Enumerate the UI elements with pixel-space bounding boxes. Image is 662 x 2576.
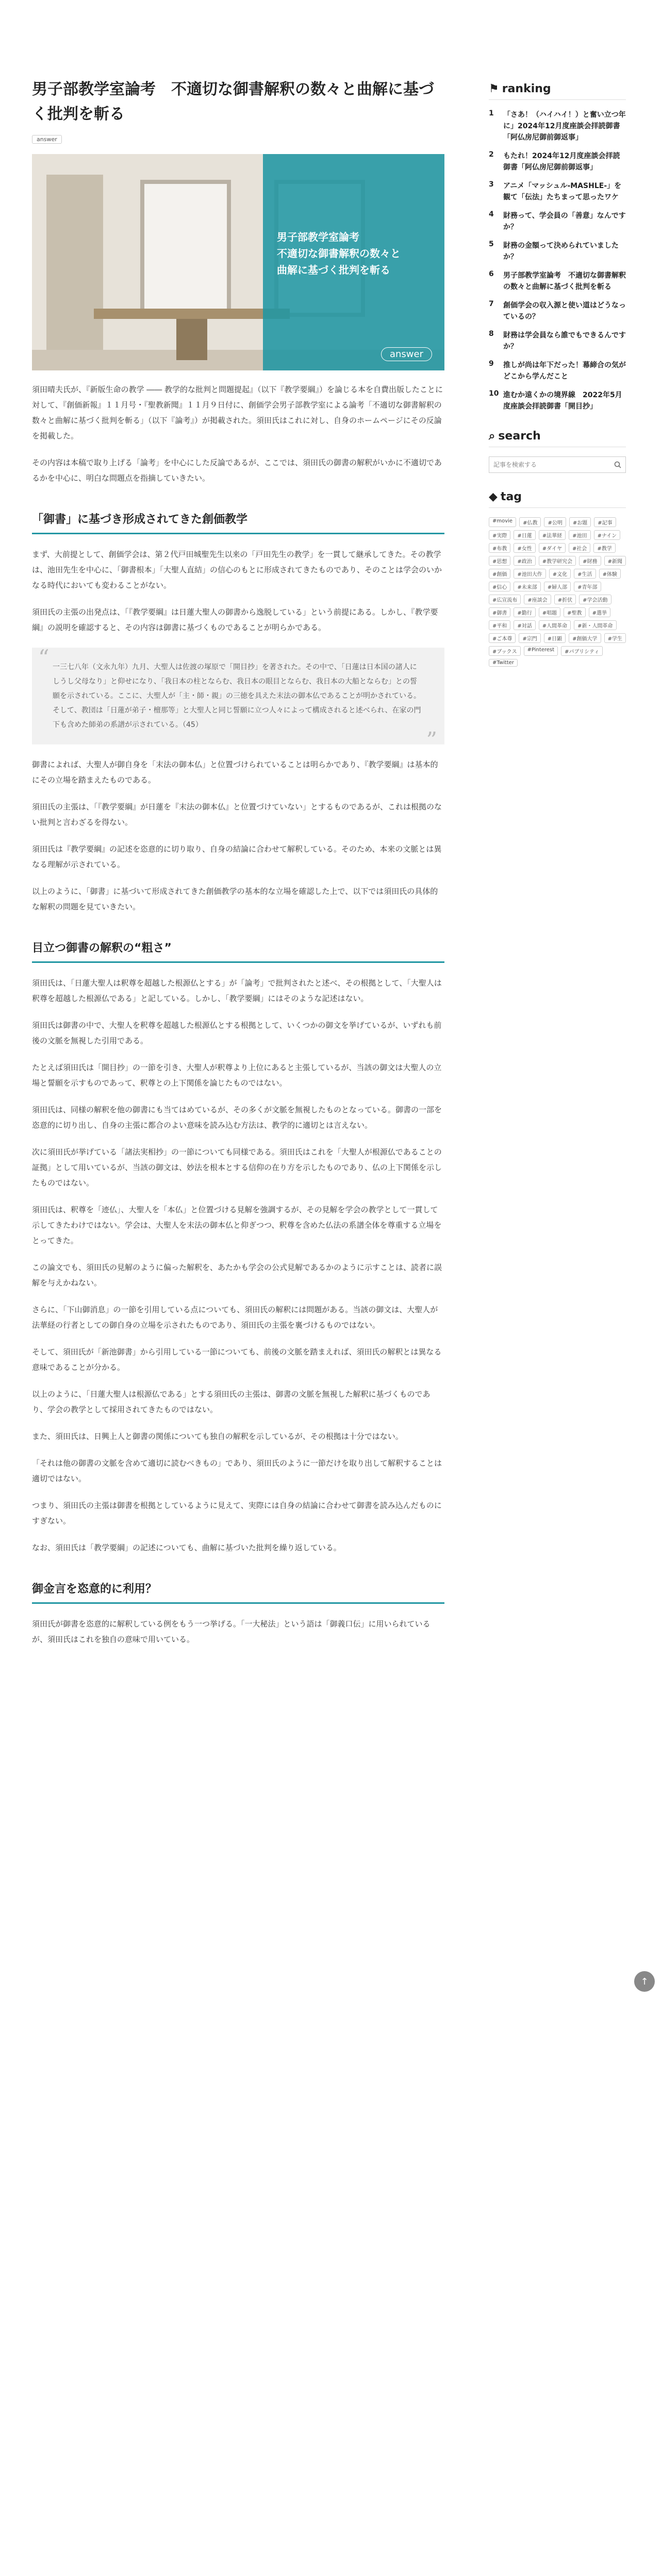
tag-link[interactable]: #文化 <box>549 569 571 579</box>
intro-paragraph: その内容は本稿で取り上げる「論考」を中心にした反論であるが、ここでは、須田氏の御書の解釈がいかに不適切であるかを中心に、明白な問題点を指摘していきたい。 <box>32 458 442 483</box>
ranking-link[interactable]: 創価学会の収入源と使い道はどうなっているの？ <box>503 301 626 321</box>
section-paragraph: 須田氏の主張は、「『教学要綱』が日蓮を『末法の御本仏』と位置づけていない」とするものであるが、これは根拠のない批判と言わざるを得ない。 <box>32 802 442 827</box>
tag-link[interactable]: #記事 <box>594 517 616 527</box>
tag-link[interactable]: #信心 <box>489 582 510 591</box>
tag-link[interactable]: #ナイン <box>594 530 621 540</box>
intro-paragraph: 須田晴夫氏が、『新版生命の教学 ―― 教学的な批判と問題提起』（以下『教学要綱』）を論じる本を自費出版したことに対して、『創価新報』１１月号・『聖教新聞』１１月９日付に、創価学会男子部教学室による論考「不適切な御書解釈の数々と曲解に基づく批判を斬る」（以下『論考』）が掲載された。須田氏はこれに対し、自身のホームページにその反論を掲載した。 <box>32 385 443 440</box>
tag-link[interactable]: #法華経 <box>539 530 566 540</box>
ranking-item[interactable] <box>489 109 626 143</box>
ranking-number: 1 <box>489 109 494 117</box>
tag-link[interactable]: #創価大学 <box>569 633 601 643</box>
tag-link[interactable]: #平和 <box>489 620 510 630</box>
tag-link[interactable]: #対話 <box>514 620 535 630</box>
tag-link[interactable]: #座談会 <box>524 595 551 604</box>
section-paragraph: 須田氏は『教学要綱』の記述を恣意的に切り取り、自身の結論に合わせて解釈している。そのため、本来の文脈とは異なる理解が示されている。 <box>32 844 442 869</box>
section-paragraph: 次に須田氏が挙げている「諸法実相抄」の一節についても同様である。須田氏はこれを「大聖人が根源仏であることの証拠」として用いているが、当該の御文は、妙法を根本とする信仰の在り方を示したものであり、仏の上下関係を示したものではない。 <box>32 1147 442 1188</box>
section-paragraph: 須田氏の主張の出発点は、「『教学要綱』は日蓮大聖人の御書から逸脱している」という前提にある。しかし、『教学要綱』の説明を確認すると、その内容は御書に基づくものであることが明らかである。 <box>32 607 438 632</box>
ranking-link[interactable]: 推しが尚は年下だった！幕締合の気がどこから学んだこと <box>503 361 626 381</box>
tag-link[interactable]: #婦人部 <box>544 582 571 591</box>
tag-link[interactable]: #御書 <box>489 607 510 617</box>
ranking-number: 7 <box>489 300 494 308</box>
ranking-link[interactable]: 財務の金額って決められていましたか？ <box>503 242 619 261</box>
section-paragraph: たとえば須田氏は「開目抄」の一節を引き、大聖人が釈尊より上位にあると主張しているが、当該の御文は大聖人の立場と誓願を示すものであって、釈尊との上下関係を論じたものではない。 <box>32 1063 442 1088</box>
section-paragraph: 須田氏は、釈尊を「迹仏」、大聖人を「本仏」と位置づける見解を強調するが、その見解を学会の教学として一貫して示してきたわけではない。学会は、大聖人を末法の御本仏と仰ぎつつ、釈尊を含めた仏法の系譜全体を尊重する立場をとってきた。 <box>32 1205 442 1245</box>
tag-link[interactable]: #生活 <box>574 569 595 579</box>
ranking-item[interactable] <box>489 330 626 352</box>
tag-link[interactable]: #社会 <box>569 543 590 553</box>
ranking-item[interactable] <box>489 300 626 323</box>
ranking-item[interactable] <box>489 360 626 382</box>
ranking-list <box>489 109 626 412</box>
scroll-top-button[interactable] <box>634 1971 655 1992</box>
ranking-item[interactable] <box>489 270 626 293</box>
tag-link[interactable]: #新聞 <box>604 556 626 566</box>
article-main <box>32 77 444 1658</box>
tag-link[interactable]: #財務 <box>579 556 601 566</box>
tag-link[interactable]: #政治 <box>514 556 535 566</box>
tag-link[interactable]: #日蓮 <box>514 530 535 540</box>
open-quote-icon: “ <box>38 645 49 670</box>
tag-link[interactable]: #Pinterest <box>524 646 558 656</box>
ranking-number: 2 <box>489 150 494 159</box>
tag-title: tag <box>500 490 522 503</box>
search-box <box>489 456 626 473</box>
magnifier-icon: ⌕ <box>489 430 495 443</box>
arrow-up-icon: ↑ <box>640 1976 649 1987</box>
tag-link[interactable]: #聖教 <box>564 607 585 617</box>
article-title: 男子部教学室論考 不適切な御書解釈の数々と曲解に基づく批判を斬る <box>32 80 434 123</box>
tag-link[interactable]: #折伏 <box>554 595 576 604</box>
tag-link[interactable]: #仏教 <box>519 517 541 527</box>
tag-link[interactable]: #人間革命 <box>539 620 571 630</box>
tag-link[interactable]: #実際 <box>489 530 510 540</box>
ranking-link[interactable]: 財務は学会員なら誰でもできるんですか？ <box>503 331 626 351</box>
ranking-number: 3 <box>489 180 494 189</box>
tag-link[interactable]: #教学 <box>593 543 615 553</box>
tag-link[interactable]: #movie <box>489 517 516 527</box>
ranking-link[interactable]: 財務って、学会員の「善意」なんですか？ <box>503 212 626 231</box>
tag-link[interactable]: #体験 <box>599 569 621 579</box>
ranking-link[interactable]: アニメ「マッシュル-MASHLE-」を観て「伝法」たちまって思ったワケ <box>503 182 622 201</box>
section-paragraph: また、須田氏は、日興上人と御書の関係についても独自の解釈を示しているが、その根拠は十分ではない。 <box>32 1432 403 1441</box>
section-heading: 「御書」に基づき形成されてきた創価教学 <box>32 511 444 534</box>
search-input[interactable] <box>489 457 610 472</box>
hero-chair <box>176 319 207 360</box>
hero-window <box>140 180 231 317</box>
section-paragraph: 御書によれば、大聖人が御自身を「末法の御本仏」と位置づけられていることは明らかであり、『教学要綱』は基本的にその立場を踏まえたものである。 <box>32 760 438 785</box>
tag-link[interactable]: #日顕 <box>544 633 566 643</box>
ranking-number: 9 <box>489 360 494 368</box>
section-paragraph: 以上のように、「日蓮大聖人は根源仏である」とする須田氏の主張は、御書の文脈を無視した解釈に基づくものであり、学会の教学として採用されてきたものではない。 <box>32 1389 431 1414</box>
ranking-link[interactable]: もたれ！2024年12月度座談会拝読御書「阿仏房尼御前御返事」 <box>503 152 620 172</box>
tag-link[interactable]: #青年部 <box>574 582 601 591</box>
flag-icon: ⚑ <box>489 82 499 95</box>
ranking-number: 10 <box>489 389 499 398</box>
hero-shelf <box>46 175 103 360</box>
section-paragraph: そして、須田氏が「新池御書」から引用している一節についても、前後の文脈を踏まえれば、須田氏の解釈とは異なる意味であることが分かる。 <box>32 1347 442 1372</box>
tag-link[interactable]: #唱題 <box>539 607 560 617</box>
ranking-number: 5 <box>489 240 494 248</box>
ranking-link[interactable]: 男子部教学室論考 不適切な御書解釈の数々と曲解に基づく批判を斬る <box>503 272 626 291</box>
tag-link[interactable]: #未来部 <box>514 582 540 591</box>
sidebar <box>489 82 626 667</box>
hero-desk <box>94 309 290 319</box>
quote-block <box>32 645 444 753</box>
close-quote-icon: ” <box>426 727 437 753</box>
ranking-item[interactable] <box>489 240 626 263</box>
tag-link[interactable]: #広宣流布 <box>489 595 521 604</box>
tag-link[interactable]: #池田 <box>569 530 590 540</box>
section-paragraph: 「それは他の御書の文脈を含めて適切に読むべきもの」であり、須田氏のように一節だけを取り出して解釈することは適切ではない。 <box>32 1459 442 1483</box>
tag-link[interactable]: #ブックス <box>489 646 521 656</box>
tag-link[interactable]: #公明 <box>544 517 566 527</box>
hero-overlay-badge: answer <box>381 347 432 361</box>
tag-link[interactable]: #ご本尊 <box>489 633 516 643</box>
hero-image <box>32 154 444 370</box>
search-button[interactable] <box>610 457 625 472</box>
ranking-heading <box>489 82 626 100</box>
section-paragraph: 以上のように、「御書」に基づいて形成されてきた創価教学の基本的な立場を確認した上で、以下では須田氏の具体的な解釈の問題を見ていきたい。 <box>32 887 438 911</box>
section-paragraph: 須田氏は、「日蓮大聖人は釈尊を超越した根源仏とする」が「論考」で批判されたと述べ、その根拠として、「大聖人は釈尊を超越した根源仏である」と記している。しかし、「教学要綱」にはそのような記述はない。 <box>32 978 442 1003</box>
tag-link[interactable]: #学生 <box>604 633 626 643</box>
tag-link[interactable]: #ダイヤ <box>539 543 566 553</box>
ranking-item[interactable] <box>489 150 626 173</box>
tag-link[interactable]: #お題 <box>569 517 591 527</box>
quote-text: 一三七八年（文永九年）九月、大聖人は佐渡の塚原で「開目抄」を著された。その中で、「日蓮は日本国の諸人にしうし父母なり」と仰せになり、「我日本の柱とならむ、我日本の眼目とならむ、我日本の大船とならむ」との誓願を示されている。ここに、大聖人が「主・師・親」の三徳を具えた末法の御本仏であることが明かされている。そして、教団は「日蓮が弟子・檀那等」と大聖人と同じ誓願に立つ人々によって構成されると述べられ、在家の門下も含めた師弟の系譜が示されている。（45） <box>53 663 421 729</box>
article-tag[interactable]: answer <box>32 135 62 144</box>
tag-link[interactable]: #布教 <box>489 543 510 553</box>
hero-overlay-title: 男子部教学室論考 不適切な御書解釈の数々と 曲解に基づく批判を斬る <box>277 231 401 276</box>
tag-link[interactable]: #新・人間革命 <box>574 620 616 630</box>
section-paragraph: 須田氏は、同様の解釈を他の御書にも当てはめているが、その多くが文脈を無視したものとなっている。御書の一部を恣意的に切り出し、自身の主張に都合のよい意味を読み込む方法は、教学的に適切とは言えない。 <box>32 1105 442 1130</box>
tag-link[interactable]: #思想 <box>489 556 510 566</box>
ranking-item[interactable] <box>489 389 626 412</box>
ranking-number: 6 <box>489 270 494 278</box>
tag-link[interactable]: #教学研究会 <box>539 556 576 566</box>
ranking-link[interactable]: 進むか遠くかの境界線 2022年5月度座談会拝読御書「開目抄」 <box>503 391 622 411</box>
ranking-item[interactable] <box>489 210 626 233</box>
sections-block <box>32 511 444 1647</box>
tag-link[interactable]: #パブリシティ <box>561 646 603 656</box>
section-paragraph: この論文でも、須田氏の見解のように偏った解釈を、あたかも学会の公式見解であるかのように示すことは、読者に誤解を与えかねない。 <box>32 1263 442 1287</box>
section-paragraph: まず、大前提として、創価学会は、第２代戸田城聖先生以来の「戸田先生の教学」を一貫して継承してきた。その教学は、池田先生を中心に、「御書根本」「大聖人直結」の信心のもとに形成されてきたものであり、そのことは学会のいかなる時代においても変わることがない。 <box>32 550 442 590</box>
search-title: search <box>498 430 541 443</box>
section-paragraph: つまり、須田氏の主張は御書を根拠としているように見えて、実際には自身の結論に合わせて御書を読み込んだものにすぎない。 <box>32 1501 442 1526</box>
tag-link[interactable]: #創価 <box>489 569 510 579</box>
ranking-title: ranking <box>502 82 551 95</box>
ranking-item[interactable] <box>489 180 626 203</box>
ranking-link[interactable]: 「さあ！（ハイハイ！）と奮い立つ年に」2024年12月度座談会拝読御書「阿仏房尼御前御返事」 <box>503 111 626 142</box>
tag-link[interactable]: #池田大作 <box>514 569 545 579</box>
section-paragraph: なお、須田氏は「教学要綱」の記述についても、曲解に基づいた批判を繰り返している。 <box>32 1543 341 1552</box>
ranking-number: 4 <box>489 210 494 218</box>
tag-icon: ◆ <box>489 490 498 503</box>
tag-link[interactable]: #Twitter <box>489 659 518 667</box>
tag-heading <box>489 490 626 508</box>
intro-block <box>32 382 444 486</box>
search-icon <box>614 461 621 468</box>
search-heading <box>489 430 626 447</box>
section-heading: 目立つ御書の解釈の“粗さ” <box>32 939 444 963</box>
tag-link[interactable]: #宗門 <box>519 633 540 643</box>
ranking-number: 8 <box>489 330 494 338</box>
tag-link[interactable]: #学会活動 <box>579 595 611 604</box>
section-heading: 御金言を恣意的に利用？ <box>32 1580 444 1604</box>
section-paragraph: 須田氏が御書を恣意的に解釈している例をもう一つ挙げる。「一大秘法」という語は「御義口伝」に用いられているが、須田氏はこれを独自の意味で用いている。 <box>32 1619 431 1644</box>
tag-link[interactable]: #女性 <box>514 543 535 553</box>
section-paragraph: 須田氏は御書の中で、大聖人を釈尊を超越した根源仏とする根拠として、いくつかの御文を挙げているが、いずれも前後の文脈を無視した引用である。 <box>32 1021 442 1045</box>
tag-link[interactable]: #勤行 <box>514 607 535 617</box>
section-paragraph: さらに、「下山御消息」の一節を引用している点についても、須田氏の解釈には問題がある。当該の御文は、大聖人が法華経の行者としての御自身の立場を示されたものであり、須田氏の主張を裏づけるものではない。 <box>32 1305 438 1330</box>
tag-link[interactable]: #選挙 <box>589 607 610 617</box>
tag-cloud <box>489 517 626 667</box>
